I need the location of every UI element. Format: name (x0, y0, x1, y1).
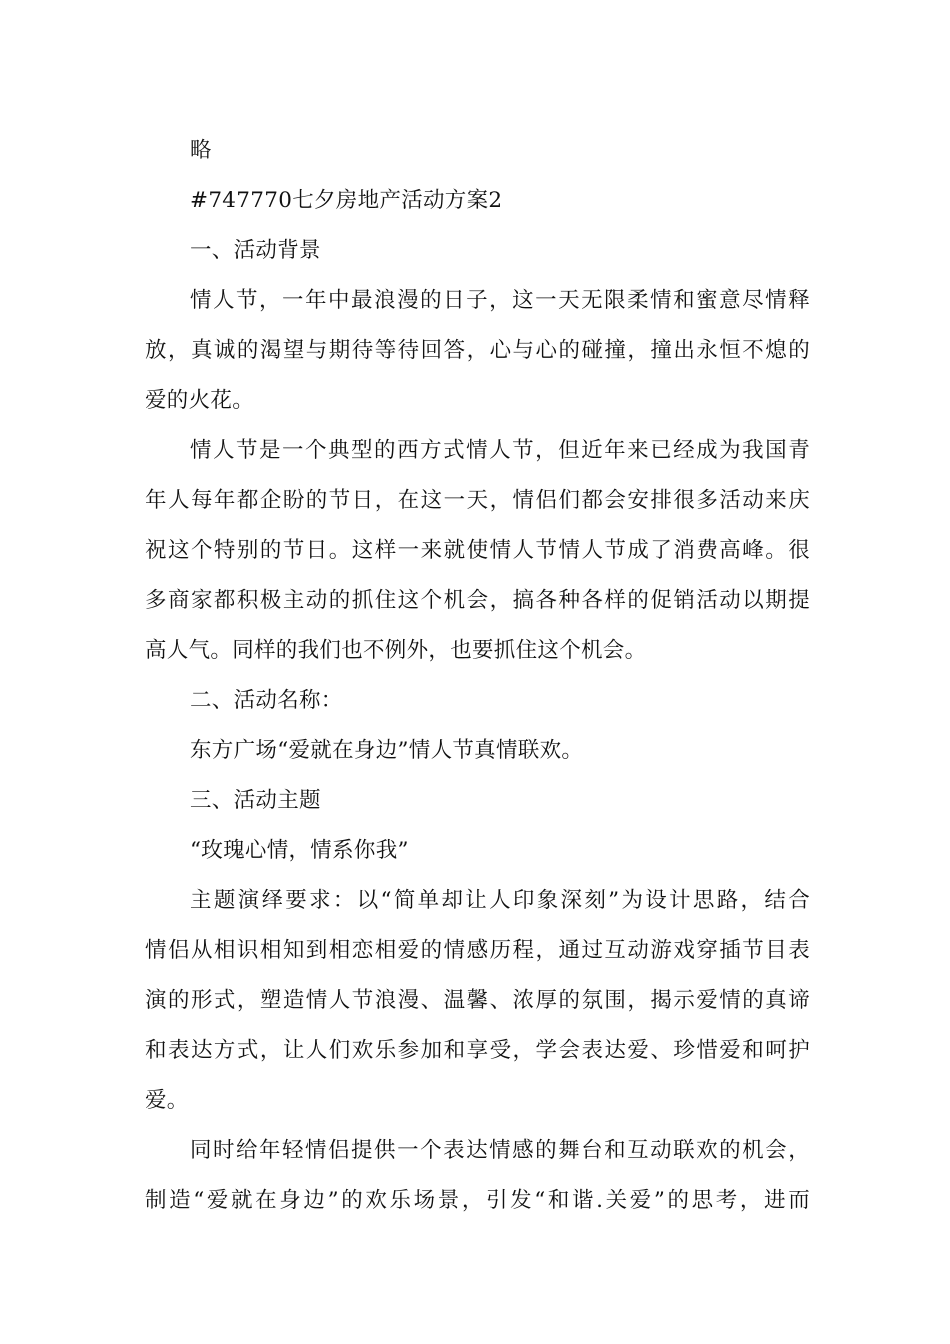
paragraph-line: 多商家都积极主动的抓住这个机会，搞各种各样的促销活动以期提 (145, 588, 810, 613)
paragraph-line: 主题演绎要求：以“简单却让人印象深刻”为设计思路，结合 (190, 888, 810, 913)
text-line-omitted: 略 (190, 138, 212, 163)
activity-name: 东方广场“爱就在身边”情人节真情联欢。 (190, 738, 584, 763)
paragraph-line: 和表达方式，让人们欢乐参加和享受，学会表达爱、珍惜爱和呵护 (145, 1038, 810, 1063)
paragraph-line: 放，真诚的渴望与期待等待回答，心与心的碰撞，撞出永恒不熄的 (145, 338, 810, 363)
activity-theme: “玫瑰心情，情系你我” (190, 838, 409, 863)
section-heading-name: 二、活动名称： (190, 688, 343, 713)
paragraph-line: 年人每年都企盼的节日，在这一天，情侣们都会安排很多活动来庆 (145, 488, 810, 513)
paragraph-line: 爱的火花。 (145, 388, 255, 413)
paragraph-line: 祝这个特别的节日。这样一来就使情人节情人节成了消费高峰。很 (145, 538, 810, 563)
paragraph-line: 高人气。同样的我们也不例外，也要抓住这个机会。 (145, 638, 647, 663)
section-heading-background: 一、活动背景 (190, 238, 321, 263)
paragraph-line: 情人节是一个典型的西方式情人节，但近年来已经成为我国青 (190, 438, 810, 463)
paragraph-line: 爱。 (145, 1088, 189, 1113)
paragraph-line: 同时给年轻情侣提供一个表达情感的舞台和互动联欢的机会， (190, 1138, 810, 1163)
paragraph-line: 演的形式，塑造情人节浪漫、温馨、浓厚的氛围，揭示爱情的真谛 (145, 988, 810, 1013)
paragraph-line: 情人节，一年中最浪漫的日子，这一天无限柔情和蜜意尽情释 (190, 288, 810, 313)
document-title: #747770七夕房地产活动方案2 (190, 188, 503, 213)
paragraph-line: 制造“爱就在身边”的欢乐场景，引发“和谐.关爱”的思考，进而 (145, 1188, 810, 1213)
paragraph-line: 情侣从相识相知到相恋相爱的情感历程，通过互动游戏穿插节目表 (145, 938, 810, 963)
section-heading-theme: 三、活动主题 (190, 788, 321, 813)
